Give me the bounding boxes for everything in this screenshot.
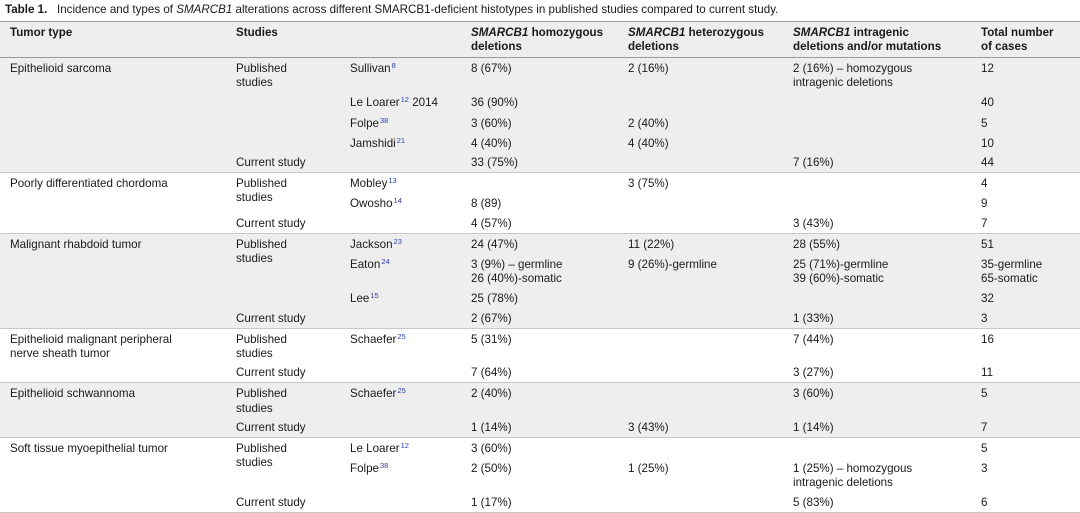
header-tumor-type: Tumor type — [10, 26, 73, 39]
header-total: Total number of cases — [981, 26, 1054, 54]
tumor-type-cell: Malignant rhabdoid tumor — [10, 237, 142, 251]
table-caption — [5, 2, 778, 18]
current-total-cell: 7 — [981, 420, 988, 434]
heterozygous-cell: 2 (16%) — [628, 62, 669, 75]
study-author-cell: Jackson$^{23}$ — [350, 236, 402, 251]
heterozygous-cell: 11 (22%) — [628, 237, 675, 251]
current-intragenic-cell: 1 (14%) — [793, 420, 834, 434]
current-intragenic-cell: 5 (83%) — [793, 495, 834, 509]
heterozygous-cell: 2 (40%) — [628, 116, 669, 130]
total-cell: 5 — [981, 442, 988, 455]
total-cell: 40 — [981, 96, 994, 110]
homozygous-cell: 36 (90%) — [471, 96, 519, 110]
reference-superscript: 23 — [393, 236, 402, 246]
current-intragenic-cell: 3 (27%) — [793, 366, 834, 380]
current-intragenic-cell: 7 (16%) — [793, 156, 834, 169]
heterozygous-cell: 4 (40%) — [628, 136, 669, 150]
study-author-cell: Schaefer$^{25}$ — [350, 386, 406, 401]
current-study-label: Current study — [236, 311, 306, 325]
published-studies-label: Published studies — [236, 62, 287, 90]
caption-label: Table 1. — [5, 3, 48, 16]
total-cell: 12 — [981, 62, 994, 75]
homozygous-cell: 2 (40%) — [471, 387, 512, 401]
tumor-type-cell: Poorly differentiated chordoma — [10, 177, 168, 191]
table-group — [0, 58, 1080, 173]
current-homozygous-cell: 1 (17%) — [471, 495, 512, 509]
tumor-type-cell: Epithelioid sarcoma — [10, 62, 112, 75]
reference-superscript: 25 — [397, 331, 406, 341]
total-cell: 16 — [981, 332, 994, 346]
current-intragenic-cell: 1 (33%) — [793, 311, 834, 325]
homozygous-cell: 4 (40%) — [471, 136, 512, 150]
study-author-cell: Owosho$^{14}$ — [350, 196, 402, 211]
reference-superscript: 14 — [393, 196, 402, 206]
intragenic-cell: 1 (25%) – homozygous intragenic deletions — [793, 462, 913, 490]
homozygous-cell: 3 (60%) — [471, 116, 512, 130]
published-studies-label: Published studies — [236, 332, 287, 360]
study-author-cell: Eaton$^{24}$ — [350, 256, 390, 271]
current-total-cell: 11 — [981, 366, 994, 380]
current-study-label: Current study — [236, 216, 306, 230]
published-studies-label: Published studies — [236, 177, 287, 205]
table-group — [0, 438, 1080, 513]
reference-superscript: 24 — [381, 256, 390, 266]
tumor-type-cell: Epithelioid schwannoma — [10, 387, 136, 401]
total-cell: 9 — [981, 197, 988, 211]
intragenic-cell: 28 (55%) — [793, 237, 841, 251]
table-header-row — [0, 22, 1080, 57]
study-author-cell: Folpe$^{38}$ — [350, 115, 389, 130]
homozygous-cell: 24 (47%) — [471, 237, 519, 251]
reference-superscript: 21 — [396, 135, 406, 145]
current-intragenic-cell: 3 (43%) — [793, 216, 834, 230]
homozygous-cell: 8 (67%) — [471, 62, 512, 75]
published-studies-label: Published studies — [236, 442, 287, 470]
tumor-type-cell: Epithelioid malignant peripheral nerve sheath tumor — [10, 332, 172, 360]
current-study-label: Current study — [236, 495, 306, 509]
heterozygous-cell: 3 (75%) — [628, 177, 669, 191]
study-author-cell: Lee$^{15}$ — [350, 291, 379, 306]
study-author-cell: Folpe$^{38}$ — [350, 461, 389, 476]
current-study-label: Current study — [236, 420, 306, 434]
current-total-cell: 3 — [981, 311, 988, 325]
total-cell: 4 — [981, 177, 988, 191]
caption-text-pre: Incidence and types of — [57, 3, 177, 16]
total-cell: 5 — [981, 116, 988, 130]
current-homozygous-cell: 4 (57%) — [471, 216, 512, 230]
reference-superscript: 12 — [400, 95, 409, 105]
homozygous-cell: 3 (9%) – germline 26 (40%)-somatic — [471, 257, 563, 286]
header-intragenic: SMARCB1 intragenic deletions and/or mutations — [793, 26, 942, 54]
table-group — [0, 329, 1080, 384]
homozygous-cell: 8 (89) — [471, 197, 502, 211]
study-author-cell: Schaefer$^{25}$ — [350, 331, 406, 346]
header-studies: Studies — [236, 26, 278, 39]
header-heterozygous: SMARCB1 heterozygous deletions — [628, 26, 764, 54]
total-cell: 3 — [981, 462, 988, 476]
intragenic-cell: 25 (71%)-germline 39 (60%)-somatic — [793, 257, 889, 286]
intragenic-cell: 3 (60%) — [793, 387, 834, 401]
homozygous-cell: 5 (31%) — [471, 332, 512, 346]
current-total-cell: 6 — [981, 495, 988, 509]
total-cell: 5 — [981, 387, 988, 401]
study-author-cell: Mobley$^{13}$ — [350, 176, 397, 191]
homozygous-cell: 3 (60%) — [471, 442, 512, 455]
current-heterozygous-cell: 3 (43%) — [628, 420, 669, 434]
intragenic-cell: 2 (16%) – homozygous intragenic deletions — [793, 62, 913, 90]
total-cell: 35-germline 65-somatic — [981, 257, 1043, 286]
current-total-cell: 7 — [981, 216, 988, 230]
study-author-cell: Le Loarer$^{12}$ — [350, 441, 409, 455]
current-homozygous-cell: 7 (64%) — [471, 366, 512, 380]
published-studies-label: Published studies — [236, 237, 287, 265]
current-study-label: Current study — [236, 156, 306, 169]
total-cell: 10 — [981, 136, 994, 150]
reference-superscript: 38 — [380, 115, 389, 125]
study-author-cell: Jamshidi$^{21}$ — [350, 135, 406, 150]
homozygous-cell: 2 (50%) — [471, 462, 512, 476]
reference-superscript: 8 — [391, 61, 396, 70]
current-homozygous-cell: 2 (67%) — [471, 311, 512, 325]
study-author-cell: Le Loarer$^{12}$ 2014 — [350, 95, 438, 110]
intragenic-cell: 7 (44%) — [793, 332, 834, 346]
tumor-type-cell: Soft tissue myoepithelial tumor — [10, 442, 168, 455]
reference-superscript: 15 — [370, 291, 379, 301]
study-author-cell: Sullivan$^8$ — [350, 61, 396, 75]
reference-superscript: 12 — [400, 441, 409, 450]
current-homozygous-cell: 1 (14%) — [471, 420, 512, 434]
homozygous-cell: 25 (78%) — [471, 292, 519, 306]
total-cell: 32 — [981, 292, 994, 306]
top-rule — [0, 21, 1080, 22]
table-group — [0, 234, 1080, 329]
current-total-cell: 44 — [981, 156, 994, 169]
published-studies-label: Published studies — [236, 387, 287, 415]
reference-superscript: 13 — [388, 176, 397, 186]
header-homozygous: SMARCB1 homozygous deletions — [471, 26, 604, 54]
current-study-label: Current study — [236, 366, 306, 380]
caption-gene: SMARCB1 — [176, 3, 233, 16]
reference-superscript: 38 — [380, 461, 389, 471]
heterozygous-cell: 1 (25%) — [628, 462, 669, 476]
reference-superscript: 25 — [397, 386, 406, 396]
total-cell: 51 — [981, 237, 994, 251]
heterozygous-cell: 9 (26%)-germline — [628, 257, 717, 271]
caption-text-post: alterations across different SMARCB1-deficient histotypes in published studies compared to current study. — [232, 3, 779, 16]
table-group — [0, 173, 1080, 234]
current-homozygous-cell: 33 (75%) — [471, 156, 519, 169]
table-group — [0, 383, 1080, 438]
